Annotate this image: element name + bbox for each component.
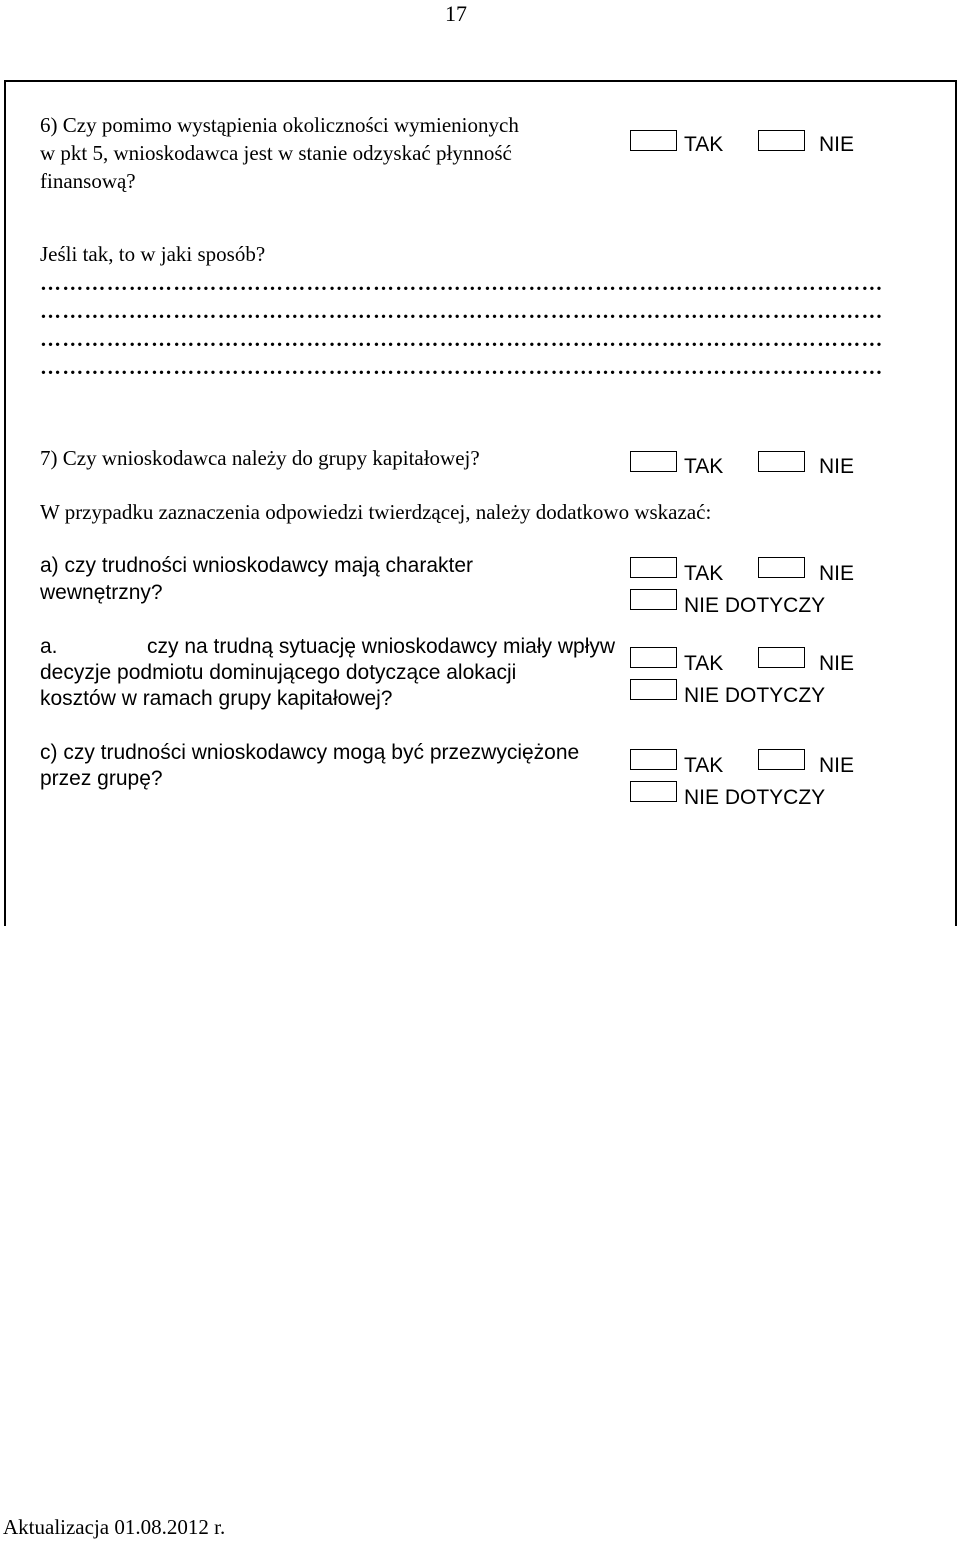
answer-line-2[interactable]: …………………………………………………………………………………………………… <box>40 301 884 321</box>
q7b-tak-checkbox[interactable] <box>630 647 677 668</box>
q7a-text-line-2: wewnętrzny? <box>40 581 163 604</box>
q6-nie-checkbox[interactable] <box>758 130 805 151</box>
q7b-nie-dotyczy-label: NIE DOTYCZY <box>684 684 826 707</box>
q7-text: 7) Czy wnioskodawca należy do grupy kapitałowej? <box>40 446 480 470</box>
footer-update-date: Aktualizacja 01.08.2012 r. <box>3 1515 226 1539</box>
q7a-nie-dotyczy-label: NIE DOTYCZY <box>684 594 826 617</box>
q7c-nie-label: NIE <box>819 754 855 777</box>
q7a-nie-label: NIE <box>819 562 855 585</box>
q7c-text-line-1: c) czy trudności wnioskodawcy mogą być przezwyciężone <box>40 741 580 764</box>
q7-nie-checkbox[interactable] <box>758 451 805 472</box>
q7b-text-line-3: kosztów w ramach grupy kapitałowej? <box>40 687 393 710</box>
answer-line-3[interactable]: …………………………………………………………………………………………………… <box>40 329 884 349</box>
q7b-marker: a. <box>40 635 58 658</box>
q7b-nie-dotyczy-checkbox[interactable] <box>630 679 677 700</box>
q7c-nie-dotyczy-checkbox[interactable] <box>630 781 677 802</box>
q7-tak-label: TAK <box>684 455 724 478</box>
q7b-text-line-1: czy na trudną sytuację wnioskodawcy miały wpływ <box>147 635 616 658</box>
q7c-nie-dotyczy-label: NIE DOTYCZY <box>684 786 826 809</box>
q7a-nie-dotyczy-checkbox[interactable] <box>630 589 677 610</box>
q7c-text-line-2: przez grupę? <box>40 767 163 790</box>
q6-nie-label: NIE <box>819 133 855 156</box>
q6-tak-checkbox[interactable] <box>630 130 677 151</box>
q7-tak-checkbox[interactable] <box>630 451 677 472</box>
q7a-tak-label: TAK <box>684 562 724 585</box>
q7c-nie-checkbox[interactable] <box>758 749 805 770</box>
q7b-nie-label: NIE <box>819 652 855 675</box>
q7a-text-line-1: a) czy trudności wnioskodawcy mają charakter <box>40 554 474 577</box>
q7-instruction: W przypadku zaznaczenia odpowiedzi twierdzącej, należy dodatkowo wskazać: <box>40 500 712 524</box>
q7c-tak-checkbox[interactable] <box>630 749 677 770</box>
q6-follow-up: Jeśli tak, to w jaki sposób? <box>40 242 266 266</box>
q7-nie-label: NIE <box>819 455 855 478</box>
answer-line-1[interactable]: …………………………………………………………………………………………………… <box>40 273 884 293</box>
q6-text-line-3: finansową? <box>40 169 136 193</box>
q6-text-line-1: 6) Czy pomimo wystąpienia okoliczności wymienionych <box>40 113 519 137</box>
page-number: 17 <box>445 1 467 26</box>
q6-tak-label: TAK <box>684 133 724 156</box>
q7b-nie-checkbox[interactable] <box>758 647 805 668</box>
answer-line-4[interactable]: …………………………………………………………………………………………………… <box>40 357 884 377</box>
q7c-tak-label: TAK <box>684 754 724 777</box>
q7b-text-line-2: decyzje podmiotu dominującego dotyczące alokacji <box>40 661 517 684</box>
q7a-nie-checkbox[interactable] <box>758 557 805 578</box>
q7b-tak-label: TAK <box>684 652 724 675</box>
q7a-tak-checkbox[interactable] <box>630 557 677 578</box>
q6-text-line-2: w pkt 5, wnioskodawca jest w stanie odzyskać płynność <box>40 141 512 165</box>
